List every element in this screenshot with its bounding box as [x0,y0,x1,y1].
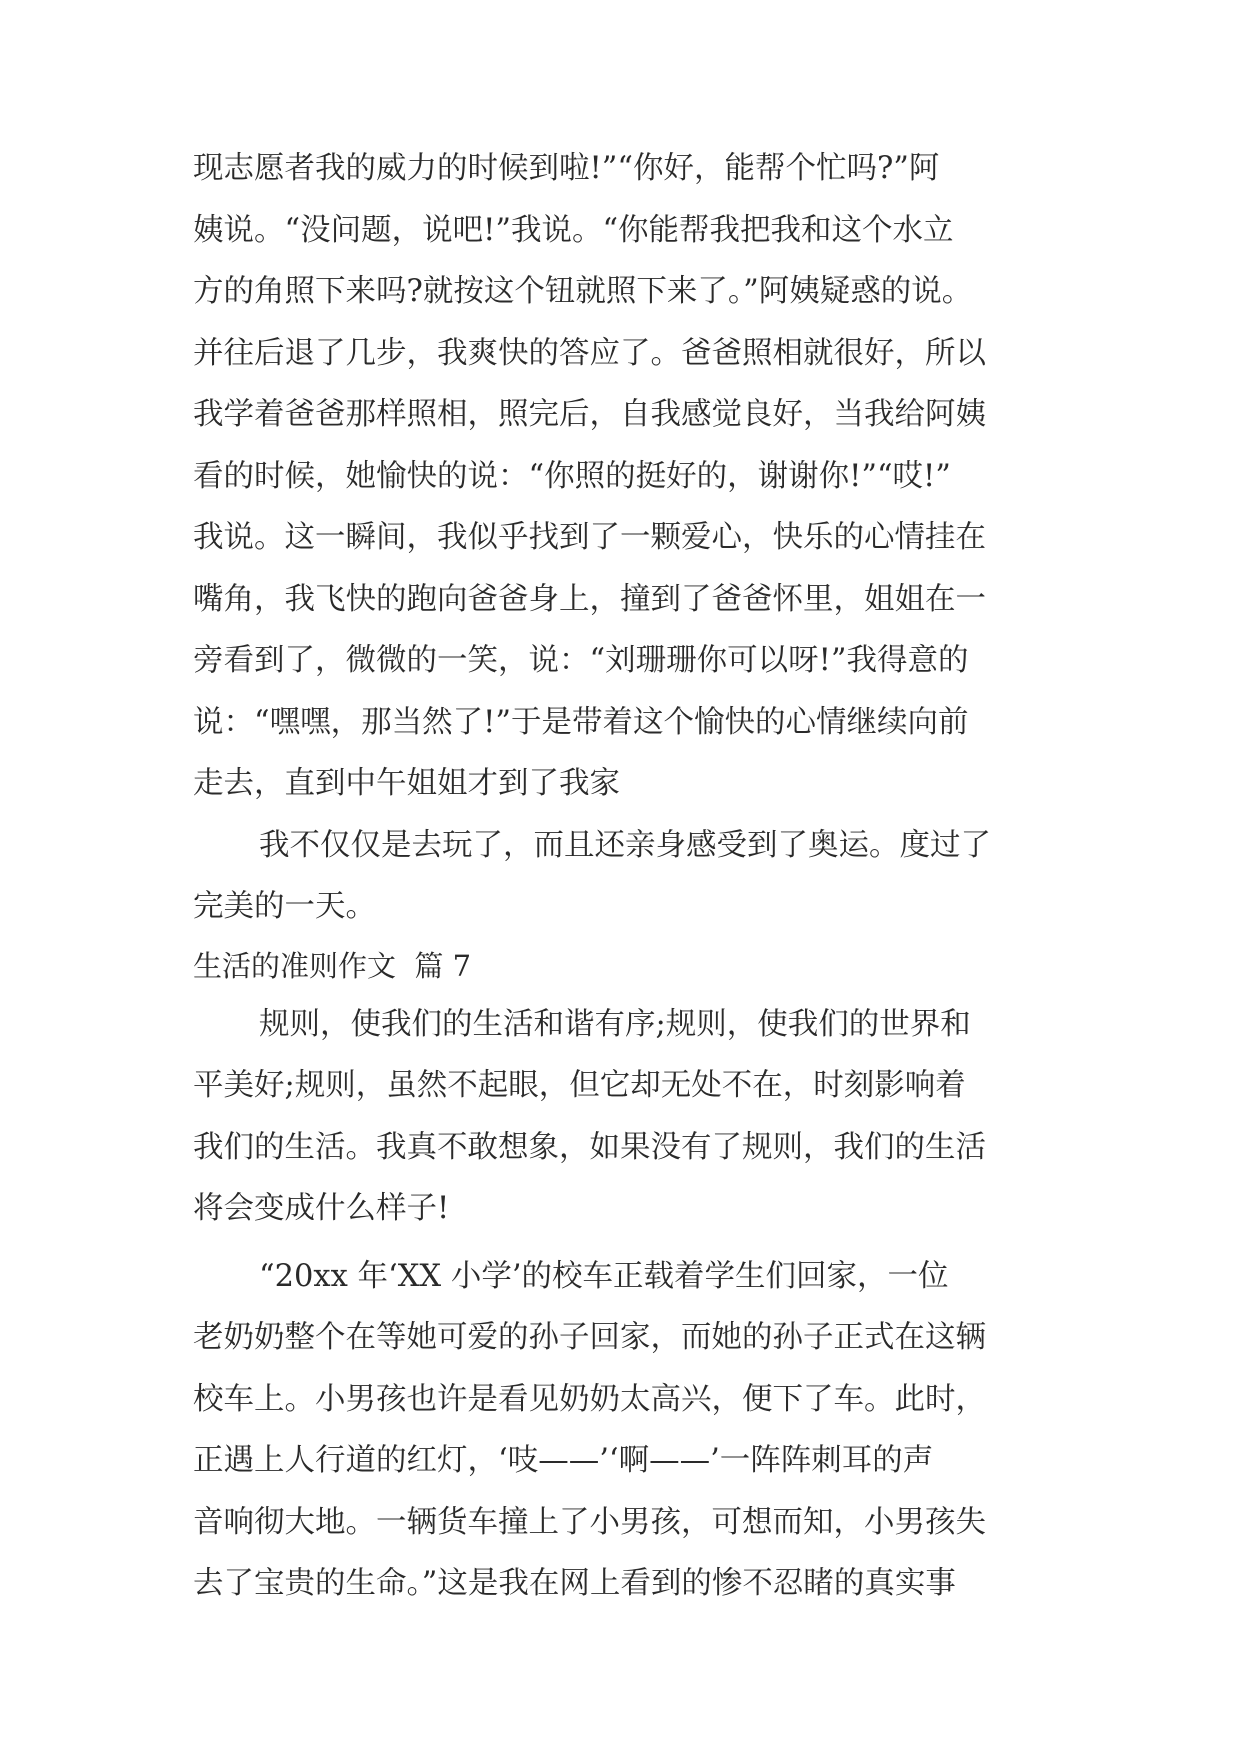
paragraph-volunteer-story [193,138,1053,815]
text-line: 我学着爸爸那样照相，照完后，自我感觉良好，当我给阿姨 [193,397,986,432]
text-line: 校车上。小男孩也许是看见奶奶太高兴，便下了车。此时， [193,1381,986,1417]
text-line: 老奶奶整个在等她可爱的孙子回家，而她的孙子正式在这辆 [193,1320,986,1355]
text-line: 去了宝贵的生命。”这是我在网上看到的惨不忍睹的真实事 [193,1566,956,1601]
text-line: 规则，使我们的生活和谐有序;规则，使我们的世界和 [259,1006,971,1042]
section-heading: 生活的准则作文 篇 7 [193,948,472,983]
paragraph-rules-intro [193,994,1053,1240]
text-line: 平美好;规则，虽然不起眼，但它却无处不在，时刻影响着 [193,1068,966,1103]
text-line: 并往后退了几步，我爽快的答应了。爸爸照相就很好，所以 [193,335,986,371]
paragraph-conclusion [193,815,1053,938]
text-line: 音响彻大地。一辆货车撞上了小男孩，可想而知，小男孩失 [193,1504,986,1540]
text-line: 旁看到了，微微的一笑，说：“刘珊珊你可以呀!”我得意的 [193,643,969,678]
text-line: 现志愿者我的威力的时候到啦!”“你好，能帮个忙吗?”阿 [193,151,940,186]
text-line: 方的角照下来吗?就按这个钮就照下来了。”阿姨疑惑的说。 [193,274,973,309]
text-line: 我不仅仅是去玩了，而且还亲身感受到了奥运。度过了 [259,827,991,863]
text-line: 我们的生活。我真不敢想象，如果没有了规则，我们的生活 [193,1129,986,1165]
text-line: “20xx 年‘XX 小学’的校车正载着学生们回家，一位 [259,1258,949,1294]
text-line: 走去，直到中午姐姐才到了我家 [193,766,620,801]
text-line: 嘴角，我飞快的跑向爸爸身上，撞到了爸爸怀里，姐姐在一 [193,581,986,617]
text-line: 完美的一天。 [193,889,376,924]
paragraph-school-bus-story [193,1246,1053,1615]
text-line: 将会变成什么样子! [193,1191,450,1226]
text-line: 说：“嘿嘿，那当然了!”于是带着这个愉快的心情继续向前 [193,704,969,740]
document-body [193,138,1053,1615]
text-line: 姨说。“没问题，说吧!”我说。“你能帮我把我和这个水立 [193,212,954,248]
text-line: 正遇上人行道的红灯，‘吱——’‘啊——’一阵阵刺耳的声 [193,1443,934,1478]
text-line: 我说。这一瞬间，我似乎找到了一颗爱心，快乐的心情挂在 [193,520,986,555]
text-line: 看的时候，她愉快的说：“你照的挺好的，谢谢你!”“哎!” [193,458,951,494]
